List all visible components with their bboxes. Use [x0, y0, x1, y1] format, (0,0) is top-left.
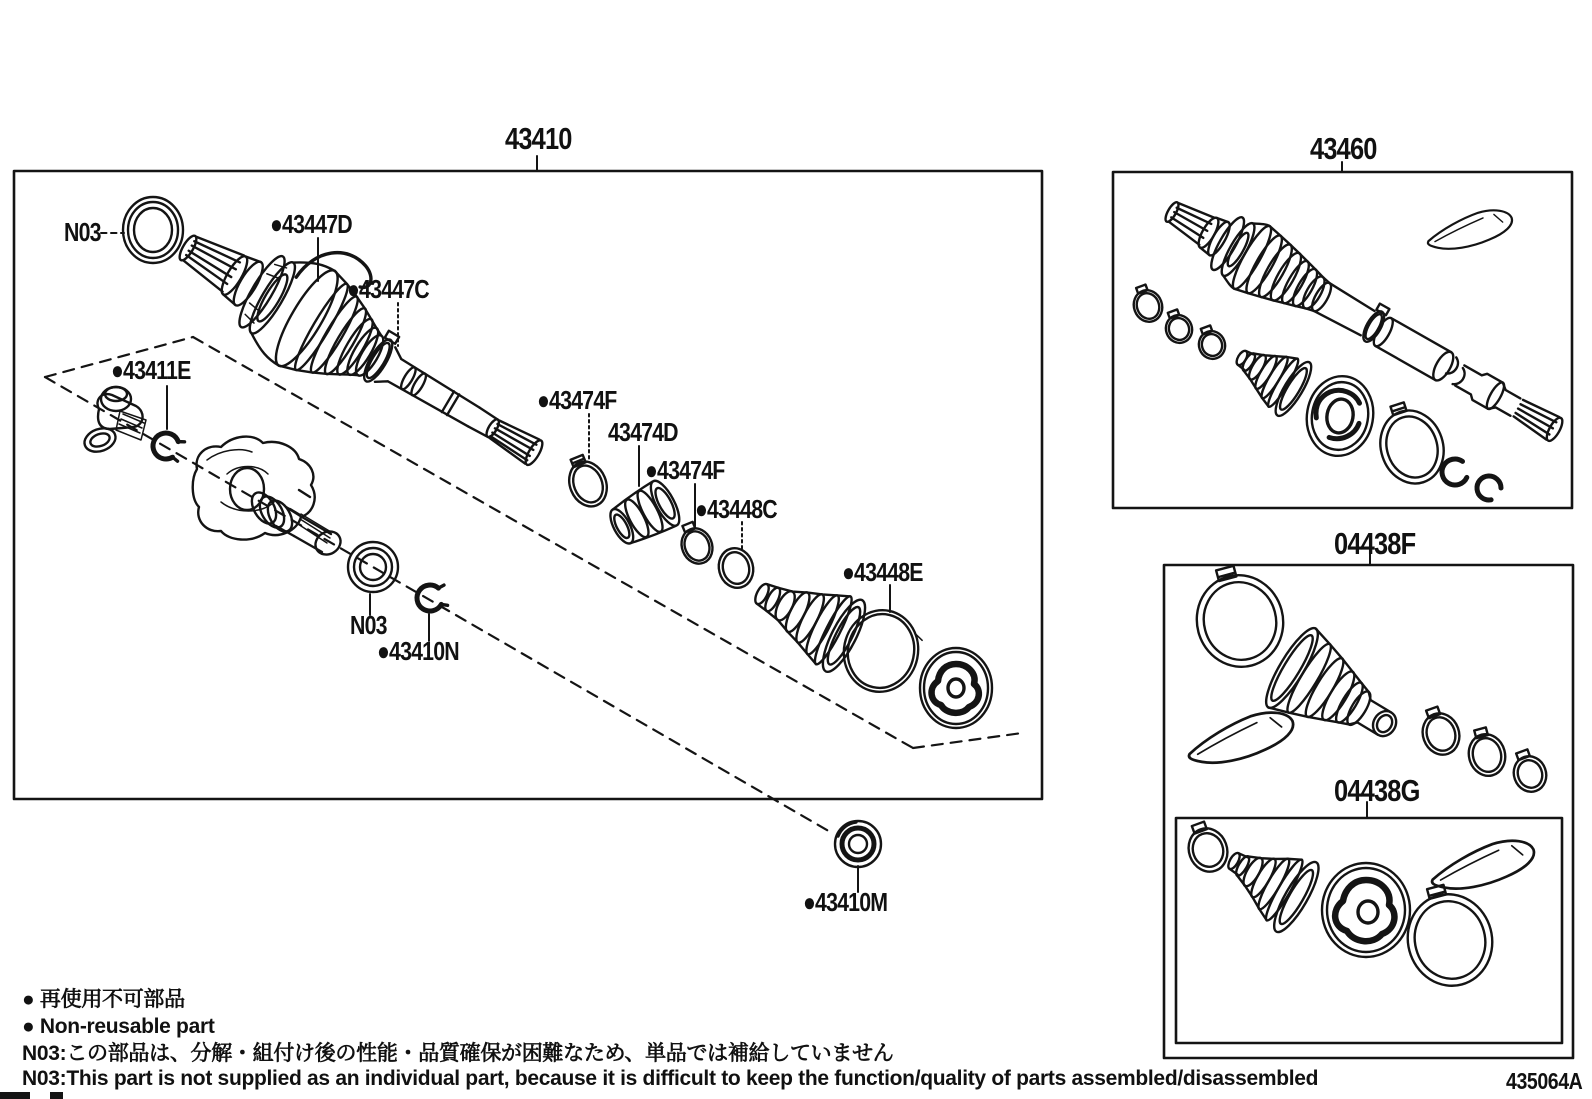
- part-label-43411e: ●43411E: [111, 355, 191, 385]
- box-43410: [14, 171, 1042, 799]
- box-title-43410: 43410: [505, 121, 572, 156]
- legend-nonreusable-jp: ● 再使用不可部品: [22, 988, 185, 1011]
- part-label-43447c: ●43447C: [347, 274, 429, 304]
- bearing-43410m: [835, 821, 881, 867]
- part-label-43448e: ●43448E: [842, 557, 923, 587]
- legend-n03-note-en: N03:This part is not supplied as an individual part, because it is difficult to keep the function/quality of parts assembled/disassembled: [22, 1067, 1319, 1090]
- kit-small-clamp-04438g: [1181, 817, 1234, 877]
- part-label-43447d: ●43447D: [270, 209, 352, 239]
- oil-seal-n03-outboard: [123, 197, 183, 263]
- part-label-43474d: 43474D: [608, 417, 678, 447]
- part-label-n03-inboard: N03: [350, 610, 387, 640]
- legend-n03-note-jp: N03:この部品は、分解・組付け後の性能・品質確保が困難なため、単品では補給していません: [22, 1042, 894, 1065]
- tripod-joint: [81, 387, 146, 456]
- kit-boot-04438g: [1211, 824, 1326, 937]
- part-label-43474f-a: ●43474F: [537, 385, 617, 415]
- box-title-43460: 43460: [1310, 131, 1377, 166]
- kit-damper-ring-04438g: [1322, 863, 1410, 957]
- inboard-joint-housing: [193, 437, 345, 559]
- kit-small-clamps-04438f: [1415, 702, 1551, 796]
- box-04438g: [1176, 818, 1562, 1043]
- cropped-footer-mark: [0, 1092, 30, 1099]
- part-label-n03-outboard: N03: [64, 217, 101, 247]
- part-label-43448c: ●43448C: [695, 494, 777, 524]
- kit-boot-04438f: [1258, 622, 1418, 768]
- boot-clamp-43474f-outer: [560, 450, 613, 512]
- snap-ring-43411e: [149, 429, 185, 463]
- shaft-kit-small-clamps-43460: [1128, 281, 1229, 362]
- box-title-04438g: 04438G: [1334, 773, 1420, 808]
- shaft-kit-race-ring-43460: [1301, 371, 1380, 461]
- grease-packet-04438g: [1429, 839, 1536, 891]
- shaft-kit-snap-rings-43460: [1439, 457, 1504, 503]
- part-label-43410m: ●43410M: [803, 887, 888, 917]
- leader-lines: [101, 233, 890, 892]
- kit-large-clamp-04438g: [1395, 876, 1502, 995]
- box-title-04438f: 04438F: [1334, 526, 1416, 561]
- damper-ring: [920, 648, 992, 728]
- kit-large-clamp-04438f: [1184, 557, 1293, 677]
- grease-packet-04438f: [1185, 710, 1296, 765]
- box-04438f: [1164, 565, 1573, 1058]
- grease-packet-43460: [1426, 209, 1514, 250]
- cropped-footer-mark: [50, 1092, 63, 1099]
- inboard-boot-43474d: [603, 477, 685, 552]
- part-label-43474f-b: ●43474F: [645, 455, 725, 485]
- part-label-43410n: ●43410N: [377, 636, 459, 666]
- legend-nonreusable-en: ● Non-reusable part: [22, 1015, 215, 1038]
- drawing-code: 435064A: [1506, 1068, 1583, 1094]
- shaft-kit-large-clamp-43460: [1369, 395, 1453, 492]
- ring-43448c: [714, 544, 757, 591]
- shaft-kit-boot-43460: [1223, 329, 1318, 420]
